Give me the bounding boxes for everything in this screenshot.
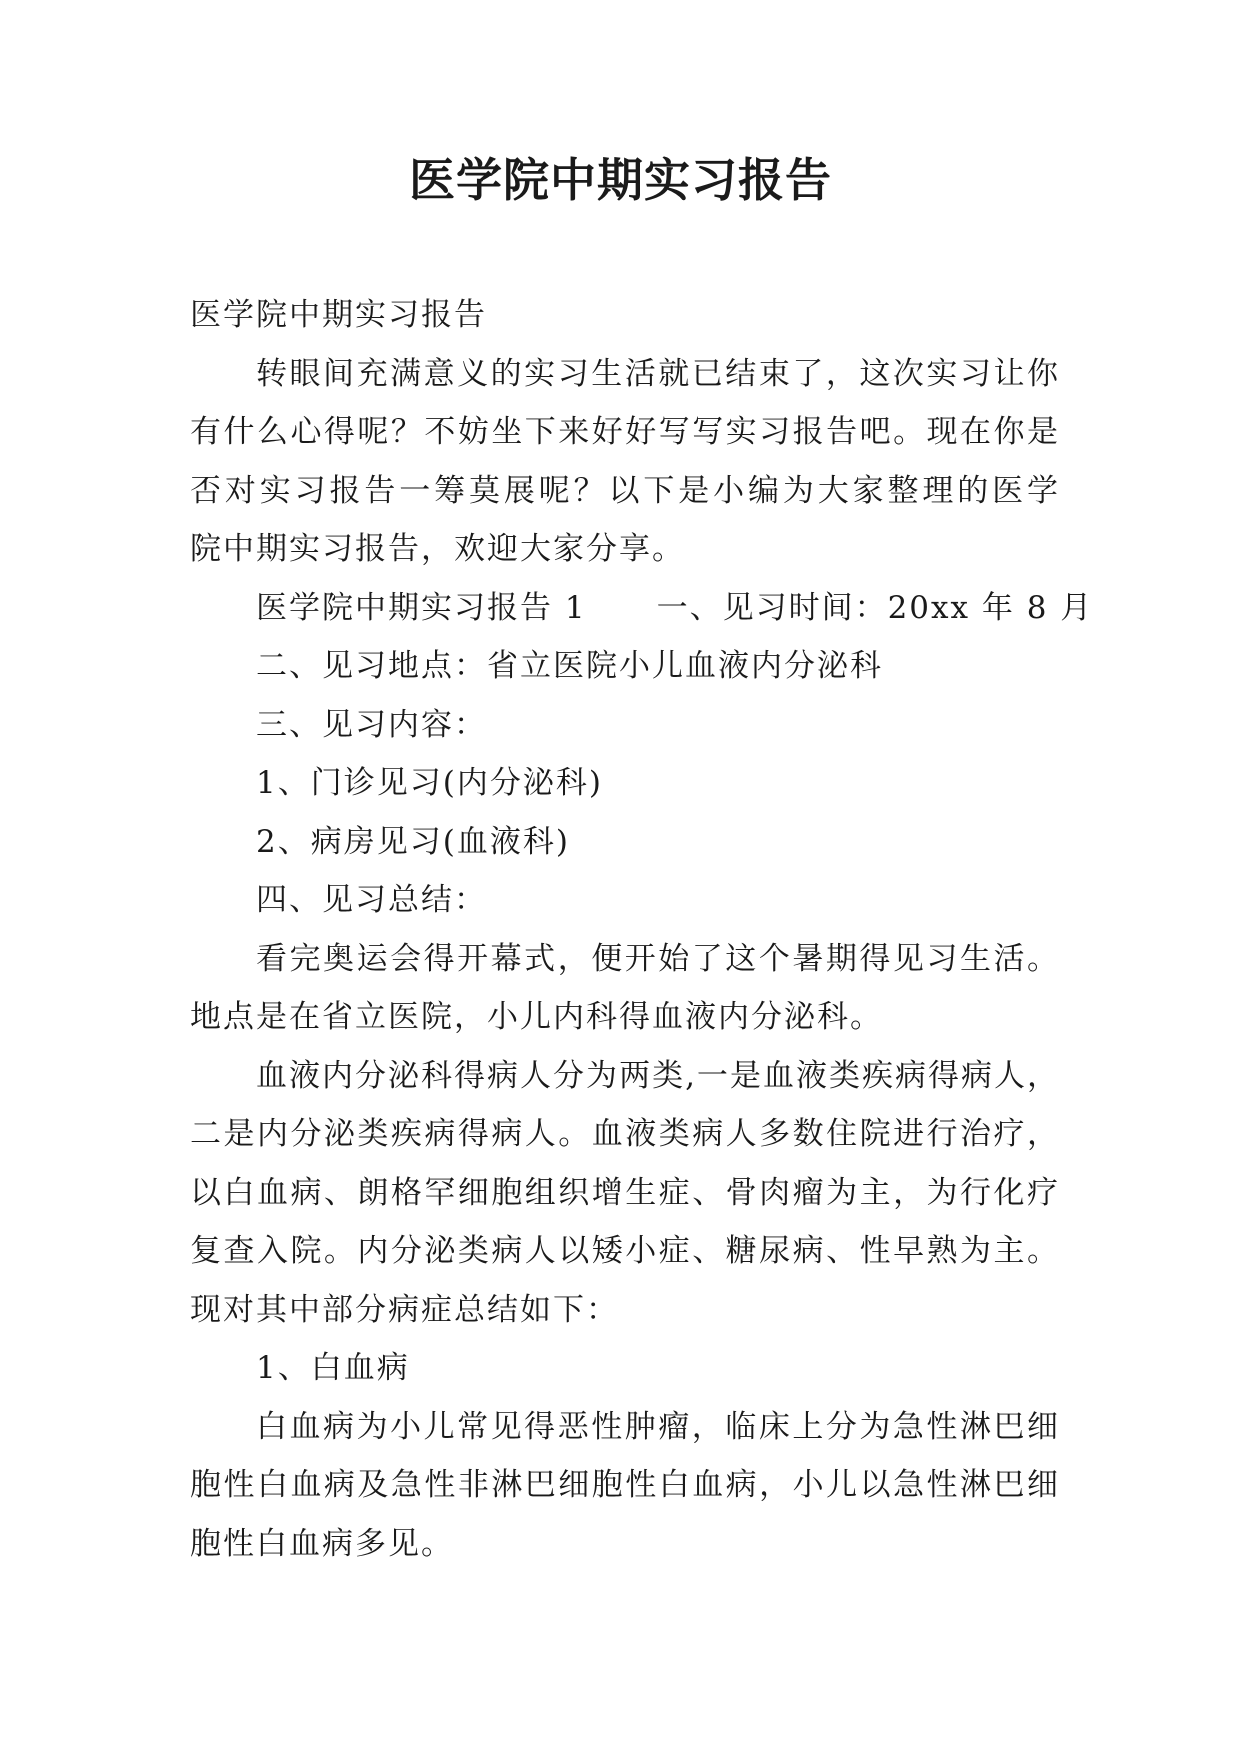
internship-time: 一、见习时间：20xx 年 8 月 (656, 589, 1094, 626)
internship-location: 二、见习地点：省立医院小儿血液内分泌科 (256, 648, 883, 684)
patients-line-3: 以白血病、朗格罕细胞组织增生症、骨肉瘤为主，为行化疗 (190, 1174, 1060, 1211)
leukemia-line-3: 胞性白血病多见。 (190, 1525, 454, 1562)
content-item-outpatient: 1、门诊见习(内分泌科) (256, 765, 603, 801)
patients-line-4: 复查入院。内分泌类病人以矮小症、糖尿病、性早熟为主。 (190, 1233, 1060, 1269)
report-heading-line (190, 579, 1094, 638)
patients-line-1: 血液内分泌科得病人分为两类,一是血液类疾病得病人， (256, 1057, 1060, 1094)
summary-line-1: 看完奥运会得开幕式，便开始了这个暑期得见习生活。 (256, 940, 1060, 977)
intro-line-2: 有什么心得呢？不妨坐下来好好写写实习报告吧。现在你是 (190, 414, 1060, 450)
internship-content-heading: 三、见习内容： (256, 706, 487, 743)
intro-line-3: 否对实习报告一筹莫展呢？以下是小编为大家整理的医学 (190, 472, 1060, 509)
report-heading: 医学院中期实习报告 1 (256, 589, 587, 626)
subtitle-line: 医学院中期实习报告 (190, 297, 487, 333)
intro-line-1: 转眼间充满意义的实习生活就已结束了，这次实习让你 (256, 355, 1060, 392)
document-body (190, 286, 1094, 1573)
patients-line-2: 二是内分泌类疾病得病人。血液类病人多数住院进行治疗， (190, 1116, 1060, 1152)
summary-line-2: 地点是在省立医院，小儿内科得血液内分泌科。 (190, 999, 883, 1035)
leukemia-heading: 1、白血病 (256, 1350, 410, 1386)
intro-line-4: 院中期实习报告，欢迎大家分享。 (190, 531, 685, 567)
content-item-ward: 2、病房见习(血液科) (256, 823, 570, 860)
summary-heading: 四、见习总结： (256, 882, 487, 918)
document-title: 医学院中期实习报告 (409, 153, 832, 207)
leukemia-line-1: 白血病为小儿常见得恶性肿瘤，临床上分为急性淋巴细 (256, 1408, 1060, 1445)
patients-line-5: 现对其中部分病症总结如下： (190, 1291, 619, 1328)
leukemia-line-2: 胞性白血病及急性非淋巴细胞性白血病，小儿以急性淋巴细 (190, 1467, 1060, 1503)
